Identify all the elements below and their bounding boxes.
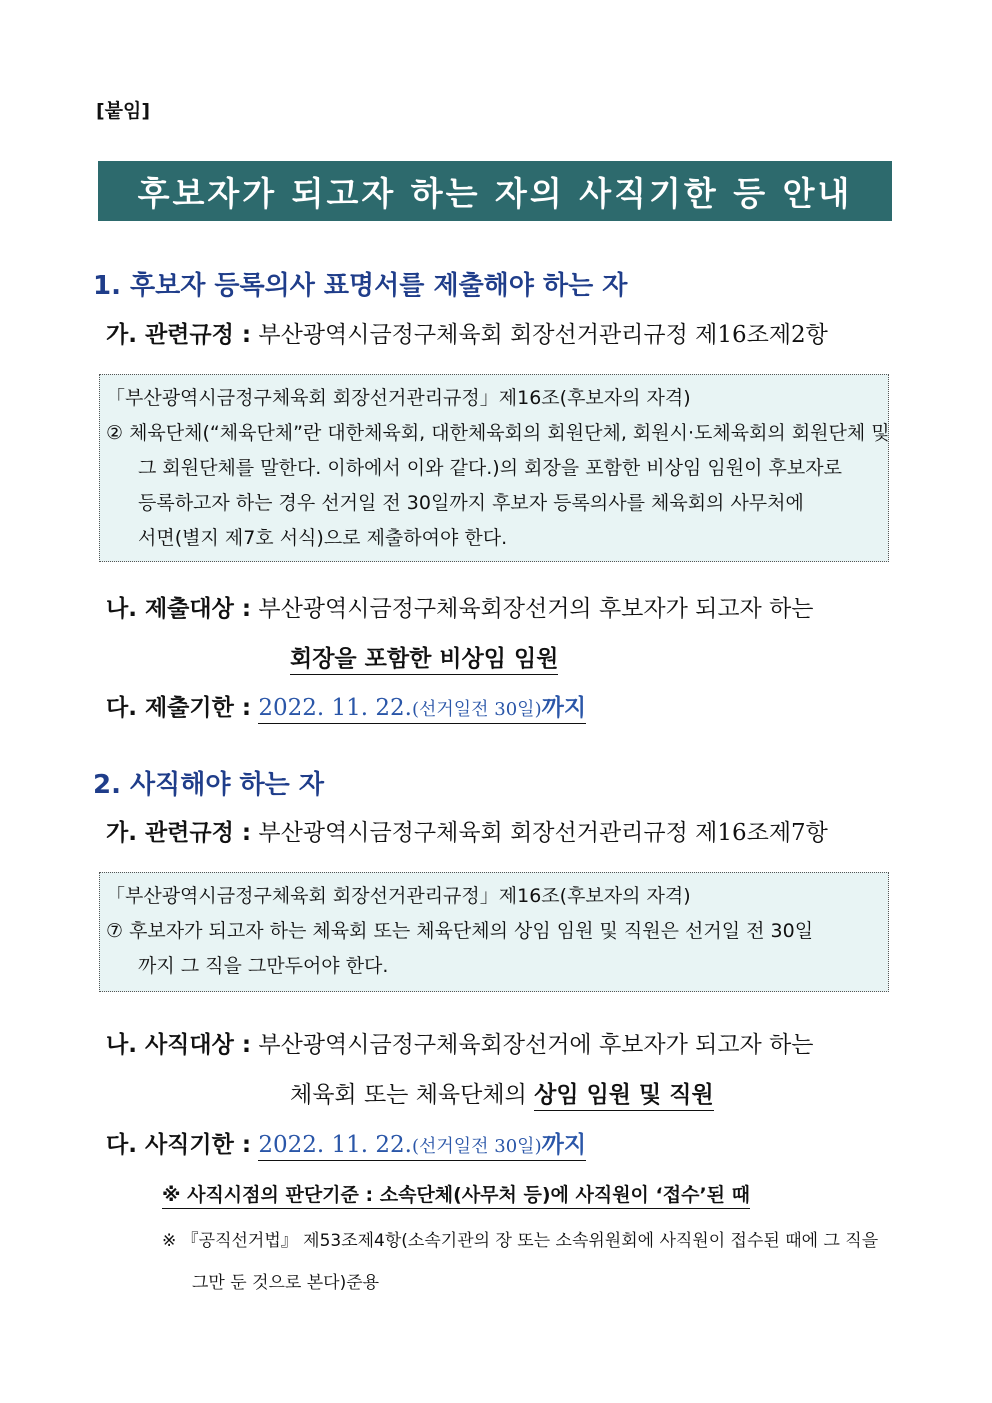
section2-ga: [106, 814, 828, 847]
section1-da-label: 다. 제출기한 :: [106, 695, 252, 721]
section2-na-value2-plain: 체육회 또는 체육단체의: [290, 1082, 535, 1108]
section2-na-label: 나. 사직대상 :: [106, 1032, 252, 1058]
box-line: ⑦ 후보자가 되고자 하는 체육회 또는 체육단체의 상임 임원 및 직원은 선거일 전 30일: [106, 920, 814, 942]
section1-na-target: [290, 640, 558, 673]
section2-ga-value: 부산광역시금정구체육회 회장선거관리규정 제16조제7항: [258, 820, 828, 846]
box-line: 「부산광역시금정구체육회 회장선거관리규정」제16조(후보자의 자격): [106, 885, 691, 907]
note-election-law-cont: 그만 둔 것으로 본다)준용: [192, 1273, 380, 1293]
section1-regulation-box: [99, 374, 889, 562]
section1-na-label: 나. 제출대상 :: [106, 596, 252, 622]
box-line: 「부산광역시금정구체육회 회장선거관리규정」제16조(후보자의 자격): [106, 387, 691, 409]
section2-na-value: 부산광역시금정구체육회장선거에 후보자가 되고자 하는: [258, 1032, 814, 1058]
section1-da-end: 까지: [541, 695, 587, 721]
box-line: 등록하고자 하는 경우 선거일 전 30일까지 후보자 등록의사를 체육회의 사무처에: [138, 492, 804, 514]
box-line: ② 체육단체(“체육단체”란 대한체육회, 대한체육회의 회원단체, 회원시·도체육회의 회원단체 및: [106, 422, 890, 444]
note1-text: ※ 사직시점의 판단기준 : 소속단체(사무처 등)에 사직원이 ‘접수’된 때: [162, 1184, 750, 1209]
section1-da-date: 2022. 11. 22.: [258, 695, 412, 721]
page-title: 후보자가 되고자 하는 자의 사직기한 등 안내: [98, 161, 892, 221]
section1-da-note: (선거일전 30일): [411, 699, 542, 720]
section2-ga-label: 가. 관련규정 :: [106, 820, 252, 846]
note-election-law: ※ 『공직선거법』 제53조제4항(소속기관의 장 또는 소속위원회에 사직원이 접수된 때에 그 직을: [162, 1231, 879, 1251]
section2-regulation-box: [99, 872, 889, 992]
section1-da: [106, 689, 586, 722]
section2-da-label: 다. 사직기한 :: [106, 1132, 252, 1158]
section1-ga: [106, 316, 828, 349]
attachment-tag: [붙임]: [96, 100, 151, 122]
box-line: 그 회원단체를 말한다. 이하에서 이와 같다.)의 회장을 포함한 비상임 임원이 후보자로: [138, 457, 842, 479]
section1-title: 1. 후보자 등록의사 표명서를 제출해야 하는 자: [93, 271, 628, 301]
section1-ga-value: 부산광역시금정구체육회 회장선거관리규정 제16조제2항: [258, 322, 828, 348]
section1-ga-label: 가. 관련규정 :: [106, 322, 252, 348]
section2-na-target: [290, 1076, 714, 1109]
section2-na: [106, 1026, 814, 1059]
section2-title: 2. 사직해야 하는 자: [93, 770, 324, 800]
box-line: 까지 그 직을 그만두어야 한다.: [138, 955, 389, 977]
section1-na-value2: 회장을 포함한 비상임 임원: [290, 645, 558, 675]
section2-na-value2-underlined: 상임 임원 및 직원: [534, 1081, 714, 1111]
section1-na-value: 부산광역시금정구체육회장선거의 후보자가 되고자 하는: [258, 596, 814, 622]
section2-da-note: (선거일전 30일): [411, 1136, 542, 1157]
section2-da: [106, 1126, 586, 1159]
note-judgement-criteria: [162, 1180, 750, 1207]
section2-da-date: 2022. 11. 22.: [258, 1132, 412, 1158]
section1-na: [106, 590, 814, 623]
box-line: 서면(별지 제7호 서식)으로 제출하여야 한다.: [138, 527, 508, 549]
section2-da-end: 까지: [541, 1132, 587, 1158]
